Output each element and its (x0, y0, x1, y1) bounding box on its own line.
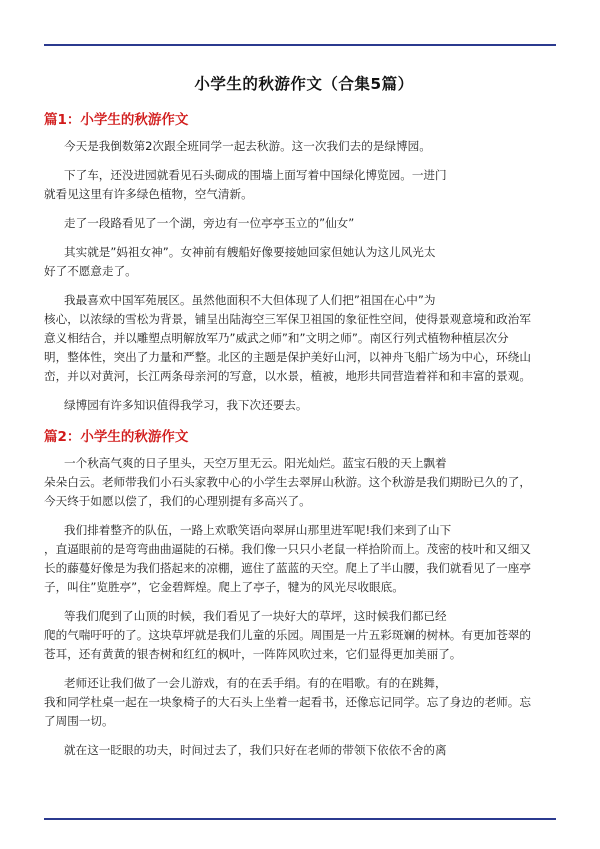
paragraph-line: 峦，并以对黄河，长江两条母亲河的写意，以水景，植被，地形共同营造着祥和和丰富的景观。 (44, 369, 531, 383)
paragraph (44, 243, 564, 281)
paragraph (44, 607, 564, 664)
paragraph-line: 爬的气喘吁吁的了。这块草坪就是我们儿童的乐园。周围是一片五彩斑斓的树林。有更加苍翠的 (44, 628, 531, 642)
paragraph (44, 674, 564, 731)
paragraph-line: 绿博园有许多知识值得我学习，我下次还要去。 (64, 398, 308, 412)
paragraph-line: 我和同学杜桌一起在一块象椅子的大石头上坐着一起看书，还像忘记同学。忘了身边的老师。忘 (44, 695, 531, 709)
paragraph-line: 朵朵白云。老师带我们小石头家教中心的小学生去翠屏山秋游。这个秋游是我们期盼已久的了， (44, 475, 531, 489)
paragraph (44, 137, 564, 156)
paragraph-line: 苍耳，还有黄黄的银杏树和红红的枫叶，一阵阵风吹过来，它们显得更加美丽了。 (44, 647, 462, 661)
paragraph (44, 291, 564, 386)
paragraph-line: 今天是我倒数第2次跟全班同学一起去秋游。这一次我们去的是绿博园。 (64, 139, 431, 153)
paragraph-line: 我们排着整齐的队伍，一路上欢歌笑语向翠屏山那里进军呢!我们来到了山下 (64, 523, 452, 537)
sections-container (44, 108, 564, 760)
top-rule (44, 44, 556, 46)
paragraph-line: 老师还让我们做了一会儿游戏，有的在丢手绢。有的在唱歌。有的在跳舞， (64, 676, 447, 690)
paragraph-line: 其实就是”妈祖女神”。女神前有艘船好像要接她回家但她认为这儿风光太 (64, 245, 436, 259)
bottom-rule (44, 818, 556, 820)
paragraph-line: 明，整体性，突出了力量和严整。北区的主题是保护美好山河，以神舟飞船广场为中心，环绕山 (44, 350, 531, 364)
paragraph (44, 214, 564, 233)
paragraph-line: 好了不愿意走了。 (44, 264, 137, 278)
paragraph-line: 就在这一眨眼的功夫，时间过去了，我们只好在老师的带领下依依不舍的离 (64, 743, 447, 757)
paragraph (44, 454, 564, 511)
section-heading: 篇1：小学生的秋游作文 (44, 112, 189, 128)
paragraph (44, 166, 564, 204)
paragraph (44, 521, 564, 597)
paragraph-line: 走了一段路看见了一个湖，旁边有一位亭亭玉立的”仙女” (64, 216, 355, 230)
paragraph-line: 长的藤蔓好像是为我们搭起来的凉棚，遮住了蓝蓝的天空。爬上了半山腰，我们就看见了一座亭 (44, 561, 531, 575)
paragraph-line: 我最喜欢中国军苑展区。虽然他面积不大但体现了人们把”祖国在心中”为 (64, 293, 436, 307)
paragraph-line: 今天终于如愿以偿了，我们的心理别提有多高兴了。 (44, 494, 311, 508)
document-body (44, 72, 564, 770)
document-title: 小学生的秋游作文（合集5篇） (194, 75, 414, 93)
paragraph-line: 了周围一切。 (44, 714, 114, 728)
section-1 (44, 108, 564, 415)
paragraph-line: 子，叫住”览胜亭”，它金碧辉煌。爬上了亭子，犍为的风光尽收眼底。 (44, 580, 404, 594)
paragraph (44, 741, 564, 760)
paragraph-line: 一个秋高气爽的日子里头，天空万里无云。阳光灿烂。蓝宝石般的天上飘着 (64, 456, 447, 470)
paragraph-line: 下了车，还没进园就看见石头砌成的围墙上面写着中国绿化博览园。一进门 (64, 168, 447, 182)
paragraph (44, 396, 564, 415)
paragraph-line: ，直逼眼前的是弯弯曲曲逼陡的石梯。我们像一只只小老鼠一样拾阶而上。茂密的枝叶和又细又 (44, 542, 531, 556)
section-heading: 篇2：小学生的秋游作文 (44, 429, 189, 445)
paragraph-line: 等我们爬到了山顶的时候，我们看见了一块好大的草坪，这时候我们都已经 (64, 609, 447, 623)
paragraph-line: 核心，以浓绿的雪松为背景，铺呈出陆海空三军保卫祖国的象征性空间，使得景观意境和政治军 (44, 312, 531, 326)
paragraph-line: 就看见这里有许多绿色植物，空气清新。 (44, 187, 253, 201)
section-2 (44, 425, 564, 760)
paragraph-line: 意义相结合，并以雕塑点明解放军乃”威武之师”和”文明之师”。南区行列式植物种植层次分 (44, 331, 509, 345)
